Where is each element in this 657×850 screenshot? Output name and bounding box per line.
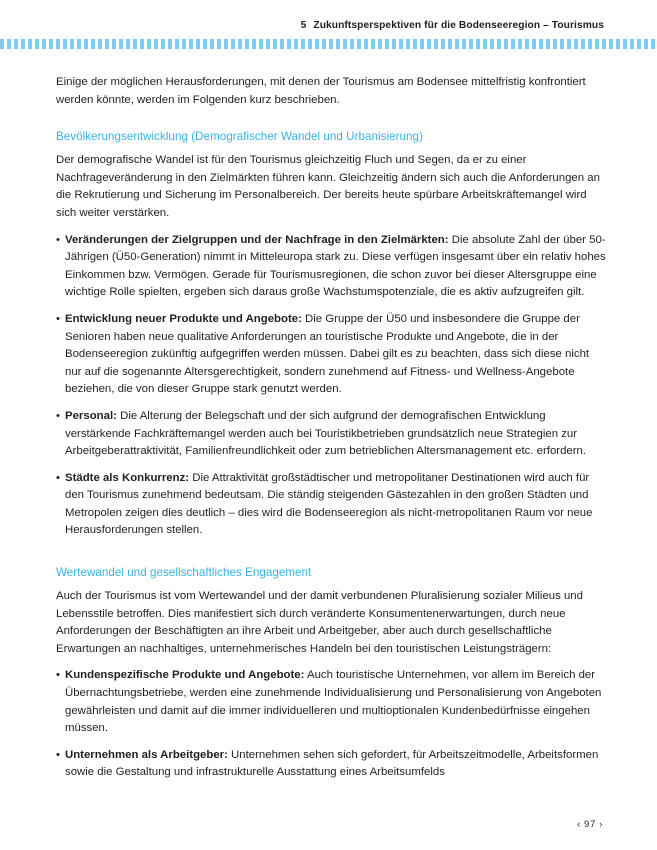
section-paragraph-bevoelkerungsentwicklung: Der demografische Wandel ist für den Tourismus gleichzeitig Fluch und Segen, da er zu einer Nachfrageveränderung in den Zielmärkten führen kann. Gleichzeitig ändern sich auch die Anforderungen an die Rekrutierung und Sicherung im Personalbereich. Der bereits heute spürbare Arbeitskräftemangel wird sich weiter verstärken. bbox=[56, 154, 600, 219]
spacer bbox=[56, 540, 608, 565]
list-item-lead-in: Entwicklung neuer Produkte und Angebote: bbox=[65, 312, 302, 325]
bullet-list-wertewandel bbox=[56, 667, 608, 782]
list-item-text: Unternehmen sehen sich gefordert, für Arbeitszeitmodelle, Arbeitsformen sowie die Gestaltung und infrastrukturelle Ausstattung eines Arbeitsumfelds bbox=[65, 748, 599, 779]
bullet-dot-icon: • bbox=[56, 748, 60, 761]
section-paragraph-wertewandel: Auch der Tourismus ist vom Wertewandel und der damit verbundenen Pluralisierung sozialer Milieus und Lebensstile betroffen. Dies manifestiert sich durch veränderte Konsumentenerwartungen, durch neue Anforderungen der Beschäftigten an ihre Arbeit und Arbeitgeber, aber auch durch gesellschaftliche Erwartungen an nachhaltiges, unternehmerisches Handeln bei den touristischen Leistungsträgern: bbox=[56, 590, 583, 655]
bullet-list-bevoelkerungsentwicklung bbox=[56, 232, 608, 541]
running-head-chapter-number: 5 bbox=[300, 20, 307, 31]
spacer bbox=[56, 581, 608, 588]
bullet-dot-icon: • bbox=[56, 233, 60, 246]
page-number-footer: ‹ 97 › bbox=[577, 819, 603, 830]
bullet-dot-icon: • bbox=[56, 409, 60, 422]
page-body bbox=[56, 74, 608, 782]
list-item-text: Auch touristische Unternehmen, vor allem im Bereich der Übernachtungsbetriebe, werden eine zunehmende Individualisierung und Personalisierung von Angeboten gewährleisten und damit auf die immer individuelleren und multioptionalen Kundenbedürfnisse eingehen müssen. bbox=[65, 669, 602, 735]
section-heading-wertewandel: Wertewandel und gesellschaftliches Engagement bbox=[56, 566, 312, 580]
spacer bbox=[56, 145, 608, 152]
list-item bbox=[56, 408, 608, 461]
list-item-text: Die Gruppe der Ü50 und insbesondere die Gruppe der Senioren haben neue qualitative Anforderungen an touristische Produkte und Angebote, die in der Bodenseeregion zukünftig aufgegriffen werden müssen. Dabei gilt es zu beachten, dass sich diese nicht nur auf die sogenannte Altersgerechtigkeit, sondern zunehmend auf Fitness- und Wellness-Angebote beziehen, die von dieser Gruppe stark genutzt werden. bbox=[65, 312, 590, 396]
list-item-lead-in: Unternehmen als Arbeitgeber: bbox=[65, 748, 228, 761]
spacer bbox=[56, 109, 608, 129]
list-item-text: Die Alterung der Belegschaft und der sich aufgrund der demografischen Entwicklung verstärkende Fachkräftemangel werden auch bei Touristikbetrieben grundsätzlich neue Strategien zur Arbeitgeberattraktivität, Familienfreundlichkeit oder zum betrieblichen Altersmanagement etc. erfordern. bbox=[65, 409, 587, 458]
list-item bbox=[56, 232, 608, 302]
list-item bbox=[56, 470, 608, 540]
list-item-lead-in: Städte als Konkurrenz: bbox=[65, 471, 190, 484]
list-item-text: Die absolute Zahl der über 50-Jährigen (Ü50-Generation) nimmt in Mitteleuropa stark zu. Diese verfügen insgesamt über ein relativ hohes Einkommen bzw. Vermögen. Gerade für Tourismusregionen, die schon zuvor bei dieser Altersgruppe eine wichtige Rolle spielten, ergeben sich daraus große Wachstumspotenziale, die es aktiv aufzugreifen gilt. bbox=[65, 233, 606, 299]
bullet-dot-icon: • bbox=[56, 312, 60, 325]
running-head bbox=[301, 20, 604, 31]
section-heading-bevoelkerungsentwicklung: Bevölkerungsentwicklung (Demografischer Wandel und Urbanisierung) bbox=[56, 130, 423, 144]
spacer bbox=[56, 223, 608, 232]
list-item-lead-in: Kundenspezifische Produkte und Angebote: bbox=[65, 669, 305, 682]
list-item-lead-in: Personal: bbox=[65, 409, 117, 422]
running-head-chapter-title: Zukunftsperspektiven für die Bodenseeregion – Tourismus bbox=[313, 20, 604, 31]
list-item bbox=[56, 311, 608, 399]
list-item bbox=[56, 747, 608, 782]
bullet-dot-icon: • bbox=[56, 669, 60, 682]
spacer bbox=[56, 658, 608, 667]
list-item-text: Die Attraktivität großstädtischer und metropolitaner Destinationen wird auch für den Tourismus zunehmend bedeutsam. Die ständig steigenden Gästezahlen in den großen Städten und Metropolen zeigen dies deutlich – dies wird die Bodenseeregion als nicht-metropolitanen Raum vor neue Herausforderungen stellen. bbox=[65, 471, 593, 537]
list-item bbox=[56, 667, 608, 737]
list-item-lead-in: Veränderungen der Zielgruppen und der Nachfrage in den Zielmärkten: bbox=[65, 233, 449, 246]
intro-paragraph: Einige der möglichen Herausforderungen, mit denen der Tourismus am Bodensee mittelfristig konfrontiert werden könnte, werden im Folgenden kurz beschrieben. bbox=[56, 76, 586, 106]
dashed-rule-divider bbox=[0, 39, 657, 49]
bullet-dot-icon: • bbox=[56, 471, 60, 484]
